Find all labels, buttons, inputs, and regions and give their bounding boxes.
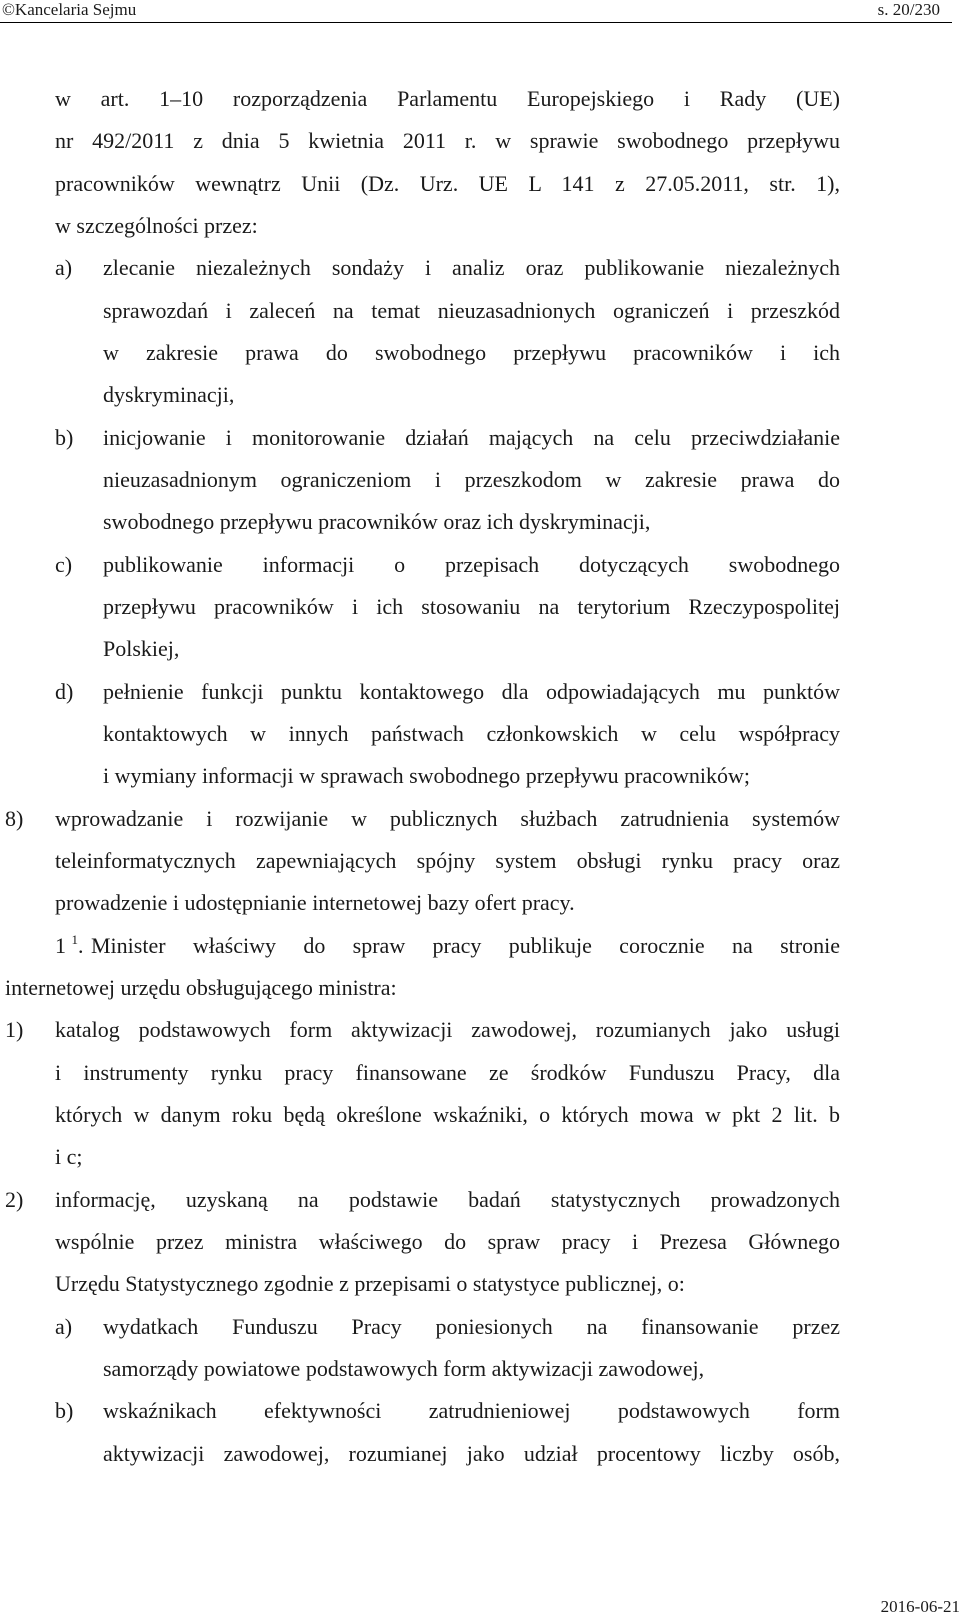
body-line: nr 492/2011 z dnia 5 kwietnia 2011 r. w sprawie swobodnego przepływu bbox=[55, 128, 840, 153]
point-line: i c; bbox=[55, 1144, 83, 1169]
list-item-line: dyskryminacji, bbox=[103, 382, 235, 407]
section-superscript: 1 bbox=[71, 932, 78, 947]
point-label: 1) bbox=[5, 1017, 24, 1042]
list-item-line: przepływu pracowników i ich stosowaniu na terytorium Rzeczypospolitej bbox=[103, 594, 840, 619]
header-divider bbox=[0, 22, 952, 23]
list-label: d) bbox=[55, 679, 74, 704]
point-line: informację, uzyskaną na podstawie badań statystycznych prowadzonych bbox=[55, 1187, 840, 1212]
point-line: wspólnie przez ministra właściwego do spraw pracy i Prezesa Głównego bbox=[55, 1229, 840, 1254]
body-line: w szczególności przez: bbox=[55, 213, 258, 238]
point-label: 2) bbox=[5, 1187, 24, 1212]
list-item-line: kontaktowych w innych państwach członkowskich w celu współpracy bbox=[103, 721, 840, 746]
list-label: c) bbox=[55, 552, 73, 577]
list-item-line: publikowanie informacji o przepisach dotyczących swobodnego bbox=[103, 552, 840, 577]
page-header bbox=[0, 0, 960, 24]
copyright-notice: ©Kancelaria Sejmu bbox=[2, 0, 137, 19]
list-label: b) bbox=[55, 1398, 74, 1423]
list-item-line: wydatkach Funduszu Pracy poniesionych na finansowanie przez bbox=[103, 1314, 840, 1339]
point-label: 8) bbox=[5, 806, 24, 831]
list-item-line: Polskiej, bbox=[103, 636, 180, 661]
body-line: pracowników wewnątrz Unii (Dz. Urz. UE L 141 z 27.05.2011, str. 1), bbox=[55, 171, 840, 196]
body-line: w art. 1–10 rozporządzenia Parlamentu Europejskiego i Rady (UE) bbox=[55, 86, 840, 111]
list-item-line: sprawozdań i zaleceń na temat nieuzasadnionych ograniczeń i przeszkód bbox=[103, 298, 840, 323]
list-item-line: aktywizacji zawodowej, rozumianej jako udział procentowy liczby osób, bbox=[103, 1441, 840, 1466]
list-item-line: i wymiany informacji w sprawach swobodnego przepływu pracowników; bbox=[103, 763, 751, 788]
list-item-line: swobodnego przepływu pracowników oraz ich dyskryminacji, bbox=[103, 509, 651, 534]
point-line: Urzędu Statystycznego zgodnie z przepisami o statystyce publicznej, o: bbox=[55, 1271, 685, 1296]
list-item-line: nieuzasadnionym ograniczeniom i przeszkodom w zakresie prawa do bbox=[103, 467, 840, 492]
list-item-line: w zakresie prawa do swobodnego przepływu pracowników i ich bbox=[103, 340, 840, 365]
list-label: a) bbox=[55, 1314, 73, 1339]
list-label: b) bbox=[55, 425, 74, 450]
section-second-line: internetowej urzędu obsługującego ministra: bbox=[5, 975, 397, 1000]
point-line: wprowadzanie i rozwijanie w publicznych służbach zatrudnienia systemów bbox=[55, 806, 840, 831]
list-label: a) bbox=[55, 255, 73, 280]
point-line: i instrumenty rynku pracy finansowane ze środków Funduszu Pracy, dla bbox=[55, 1060, 840, 1085]
point-line: katalog podstawowych form aktywizacji zawodowej, rozumianych jako usługi bbox=[55, 1017, 840, 1042]
list-item-line: pełnienie funkcji punktu kontaktowego dla odpowiadających mu punktów bbox=[103, 679, 840, 704]
list-item-line: samorządy powiatowe podstawowych form aktywizacji zawodowej, bbox=[103, 1356, 705, 1381]
list-item-line: inicjowanie i monitorowanie działań mających na celu przeciwdziałanie bbox=[103, 425, 840, 450]
section-number: 1 $^1$. bbox=[55, 932, 84, 958]
page-number: s. 20/230 bbox=[877, 0, 940, 19]
point-line: prowadzenie i udostępnianie internetowej bazy ofert pracy. bbox=[55, 890, 575, 915]
list-item-line: wskaźnikach efektywności zatrudnieniowej podstawowych form bbox=[103, 1398, 840, 1423]
footer-date: 2016-06-21 bbox=[880, 1597, 960, 1616]
point-line: teleinformatycznych zapewniających spójny system obsługi rynku pracy oraz bbox=[55, 848, 840, 873]
list-item-line: zlecanie niezależnych sondaży i analiz oraz publikowanie niezależnych bbox=[103, 255, 840, 280]
section-first-line: Minister właściwy do spraw pracy publikuje corocznie na stronie bbox=[91, 933, 840, 958]
point-line: których w danym roku będą określone wskaźniki, o których mowa w pkt 2 lit. b bbox=[55, 1102, 840, 1127]
